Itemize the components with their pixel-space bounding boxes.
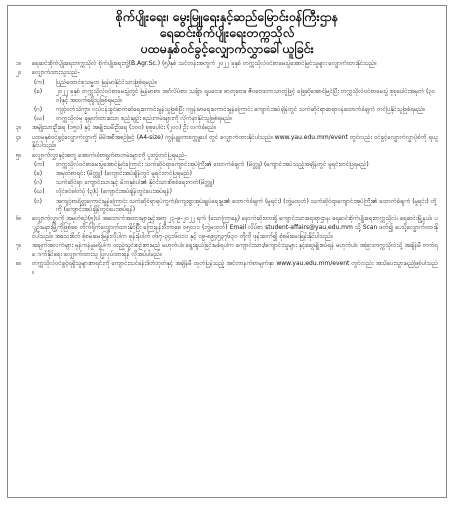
paragraph-text: အမျိုးသားဦးရေ (၁၅၀) နှင့် အမျိုးသမီးဦးရေ (၁၀၀) စုစုပေါင်း (၂၀၀) ဦး လက်ခံမည်။ [32, 124, 216, 132]
paragraph-8 [16, 260, 438, 277]
sub-item [16, 179, 438, 188]
sub-item-text: သက်ဆိုင်ရာ ကျောင်းသားနှင့် မိဘနှစ်ပါး၏ နိုင်ငံသားစိစစ်ရေးကတ်(မိတ္တူ) [56, 179, 215, 187]
announcement-body [8, 57, 446, 277]
sub-item-label: (ဂ) [34, 105, 43, 113]
paragraph-text: လျှောက်လွှာကို အမှတ်စဉ်(၅)ပါ အထောက်အထားများနှင့်အတူ ၂၃-၉-၂၀၂၂ ရက် (သောကြာနေ့) နောက်ဆုံးထားရှိ ကျောင်းသားရေးရာဌာန၊ ရေဆင်းစိုက်ပျိုးရေးတက္ကသိုလ်၊ ရေဆင်းမြို့နယ်၊ ပျဉ်းမနားမြို့ကိုဖြစ်စေ တိုက်ရိုက်လျှောက်ထားနိုင်ပြီး ကြေးနန်းဝီဘာစေ ၀၅၀၁၁ (ဘွဲ့မထုတ်) Email လိပ်စာ student-affairs@yau.edu.mm သို့ Scan ဖတ်၍ ပေးပို့လျှောက်ထားနိုင်ပါသည်။ အသေးစိတ် စုံစမ်းမေးမြန်းလိုပါက ဖုန်းနံပါတ် ၀၆၇-၃၄၁၆၀၁၁ နှင့် ၀၉-၈၉၄၅၃၇၆၃၀ တို့ကို ဖုန်းဆက်၍ စုံစမ်းမေးမြန်းနိုင်ပါသည်။ [32, 215, 438, 240]
sub-item-text: လိုင်စင်ဓါတ်ပုံ (၃)ပုံ (ကျောင်းအပ်ချိန်တွင်ပေးအပ်ရန်) [56, 188, 172, 196]
sub-item-text: ၂၀၂၂ ခုနှစ် တက္ကသိုလ်ဝင်စာမေးပွဲတွင် မြန်မာစာ၊ အင်္ဂလိပ်စာ၊ သင်္ချာ၊ ရူပဗေဒ၊ ဓာတုဗေဒ၊ ဇီဝဗေဒဘာသာတွဲဖြင့် ဖြေဆိုအောင်မြင်ပြီး တက္ကသိုလ်ဝင်စာမေးပွဲ စုစုပေါင်းအမှတ် (၃၀၀)နှင့် အထက်ရရှိသူဖြစ်ရမည်။ [56, 87, 436, 104]
sub-item-label: (ဃ) [34, 188, 45, 196]
paragraph-number: ၆။ [16, 215, 22, 223]
paragraph-4 [16, 134, 438, 151]
sub-item [16, 170, 438, 179]
paragraph-7 [16, 242, 438, 259]
paragraph-number: ၄။ [16, 133, 22, 141]
paragraph-text: လျှောက်ထားသူသည်- [32, 69, 80, 77]
ministry-title: စိုက်ပျိုးရေး၊ မွေးမြူရေးနှင့်ဆည်မြောင်းဝန်ကြီးဌာန [115, 9, 339, 24]
sub-item-text: တက္ကသိုလ်ဝင်စာမေးပွဲအောင်မြင်ကြောင်း သက်ဆိုင်ရာကျောင်းအုပ်ကြီး၏ ထောက်ခံချက် (မိတ္တူ) (ကျောင်းအပ်သည့်အချိန်တွင် မူရင်းတင်ပြရမည်) [56, 160, 369, 168]
paragraph-1 [16, 60, 438, 69]
sub-item-label: (ခ) [34, 87, 43, 95]
sub-item-text: အမှတ်စာရင်း (မိတ္တူ) (ကျောင်းအပ်ချိန်တွင် မူရင်းတင်ပြရမည်) [56, 170, 192, 178]
paragraph-number: ၁။ [16, 60, 22, 67]
sub-item-label: (က) [34, 160, 45, 168]
sub-item-text: တက္ကသိုလ်မှ ချမှတ်ထားသော စည်းမျဉ်း စည်းကမ်းများကို လိုက်နာနိုင်သူဖြစ်ရမည်။ [56, 114, 233, 122]
paragraph-number: ၃။ [16, 124, 22, 132]
announcement-title: ပထမနှစ်ဝင်ခွင့်လျှောက်လွှာခေါ်ယူခြင်း [140, 41, 314, 56]
paragraph-text: လျှောက်လွှာနှင့်အတူ အောက်ပါစာရွက်စာတမ်းများကို ပူးတွဲတင်ပြရမည်- [32, 151, 187, 159]
sub-item-label: (က) [34, 78, 45, 86]
sub-item-text: အကျင့်စာရိတ္တကောင်းမွန်ကြောင်း သက်ဆိုင်ရာရပ်ကွက်/ကျေးရွာအုပ်ချုပ်ရေးမှူး၏ ထောက်ခံချက် (မူရင်း) (ဘွဲ့မထုတ်) သက်ဆိုင်ရာကျောင်းအုပ်ကြီး၏ ထောက်ခံချက် (မူရင်း) တို့ကို (ကျောင်းအပ်ချိန်တွင်ပေးအပ်ရန်) [56, 197, 437, 214]
sub-item-label: (င) [34, 197, 43, 205]
sub-item-label: (ခ) [34, 170, 43, 178]
university-title: ရေဆင်းစိုက်ပျိုးရေးတက္ကသိုလ် [159, 25, 295, 40]
paragraph-2 [16, 69, 438, 78]
paragraph-text: ပထမနှစ်ဝင်ခွင့်လျှောက်လွှာကို မိမိအစီအစဉ်ဖြင့် (A4-size) ကွန်ပျူတာစက္ကူပေါ်တွင် လျှောက်ထားနိုင်ပါသည်။ www.yau.edu.mm/event တွင်လည်း ဝင်ခွင့်လျှောက်လွှာပုံစံကို ရယူနိုင်ပါသည်။ [32, 133, 438, 150]
sub-item-text: ကျင့်ဝတ်သိက္ခာ၊ လုပ်ငန်းခွင်ဆက်ဆံရေးကောင်းမွန်သူဖြစ်ပြီး ကျန်းမာရေးကောင်းမွန်ကြောင်း ကျောင်းအပ်ချိန်တွင် သက်ဆိုင်ရာဆရာဝန်ထောက်ခံချက် တင်ပြနိုင်သူဖြစ်ရမည်။ [56, 105, 425, 113]
paragraph-6 [16, 215, 438, 241]
announcement-page [7, 5, 447, 498]
sub-item [16, 198, 438, 215]
paragraph-3 [16, 124, 438, 133]
sub-item [16, 106, 438, 115]
sub-item [16, 88, 438, 105]
sub-item [16, 161, 438, 170]
paragraph-text: တက္ကသိုလ်ဝင်ခွင့်ရရှိသူများစာရင်းကို ကျောင်းသင်ခန်းဒိတ်ဘုတ်နှင့် အချိန်မီ ထုတ်ပြန်သည့် အင်တာနက်စာမျက်နှာ www.yau.edu.mm/event တွင်လည်း အသိပေးသွားမည်ဖြစ်ပါသည်။ [32, 259, 438, 276]
paragraph-text: အချက်အလက်များ မှန်ကန်မှုမရှိပါက ထည့်သွင်းစဉ်းစားမည် မဟုတ်ပါ။ ရွေးချယ်ခြင်းမခံရပါက ကျောင်းသား/ကျောင်းသူများ နှင့်ဆွေမျိုးစပ်ရန် မဟုတ်ပါ။ အခြားတက္ကသိုလ်သို့ အချိန်မီ တက်ရောက်နိုင်ရေး လျှောက်ထားသူ ပြုလုပ်ထားရန် လိုအပ်ပါမည်။ [32, 242, 438, 258]
paragraph-number: ၂။ [16, 69, 21, 77]
sub-item [16, 79, 438, 88]
sub-item [16, 115, 438, 124]
sub-item-text: ပြည်ထောင်စုသမ္မတ မြန်မာနိုင်ငံသားဖြစ်ရမည်။ [56, 78, 157, 86]
announcement-header [8, 6, 446, 57]
sub-item-label: (ဂ) [34, 179, 43, 187]
paragraph-text: ရေဆင်းစိုက်ပျိုးရေးတက္ကသိုလ် စိုက်ပျိုးရေးဘွဲ့(B.Agr.Sc.) (၅)နှစ် သင်တန်းအတွက် ၂၀၂၂ ခုနှစ် တက္ကသိုလ်ဝင်စာမေးပွဲအောင်မြင်သူများ လျှောက်ထားနိုင်သည်။ [32, 60, 377, 67]
paragraph-number: ၅။ [16, 151, 22, 159]
sub-item-label: (ဃ) [34, 114, 45, 122]
paragraph-5 [16, 152, 438, 161]
paragraph-number: ၈။ [16, 259, 22, 267]
sub-item [16, 188, 438, 197]
paragraph-number: ၇။ [16, 242, 22, 249]
